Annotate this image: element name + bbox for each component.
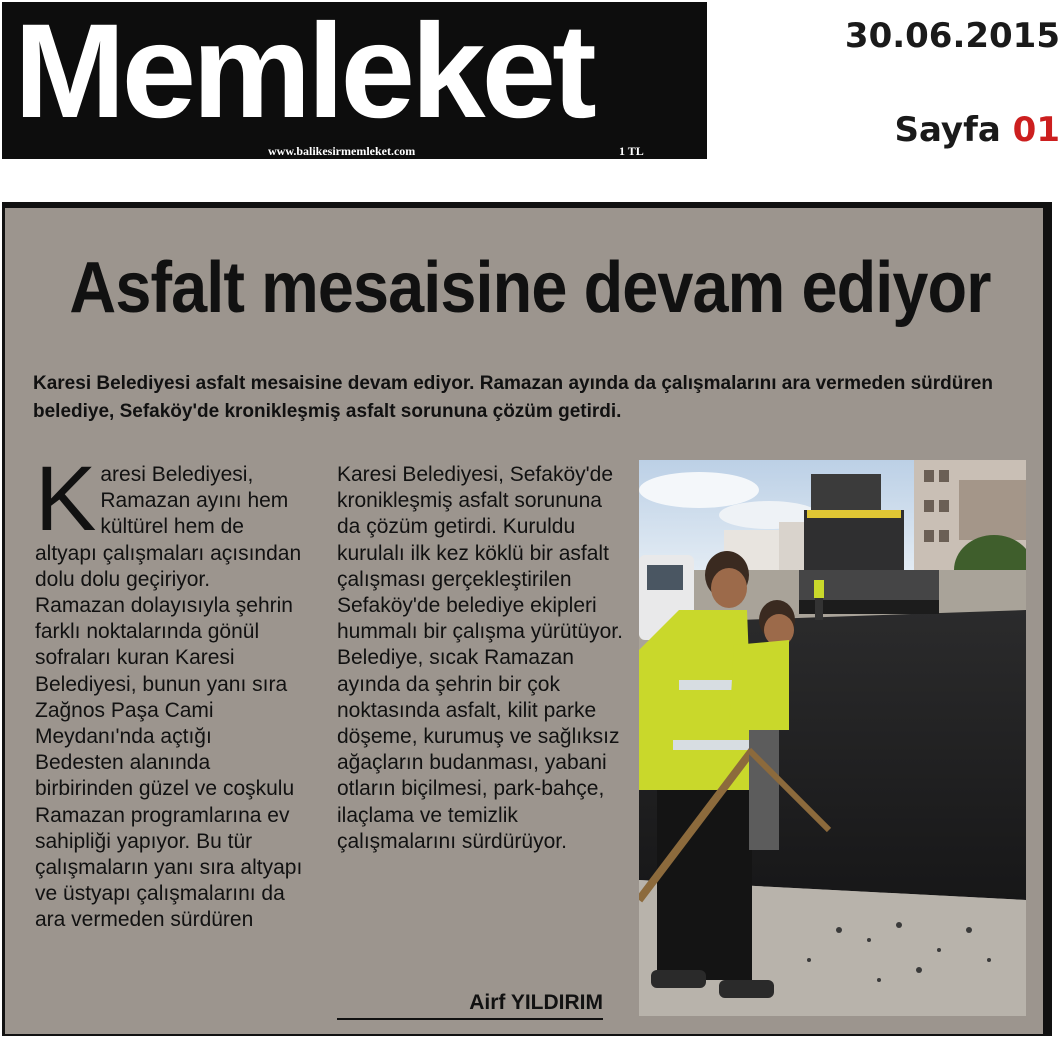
issue-date: 30.06.2015 [844,16,1060,56]
page-number: 01 [1012,110,1060,150]
article-box [2,202,1052,1036]
page-label-text: Sayfa [894,110,1001,150]
article-column-2 [337,462,623,855]
article-headline: Asfalt mesaisine devam ediyor [69,248,991,328]
drop-cap: K [35,448,97,550]
article-photo [639,460,1026,1016]
page-indicator [895,110,1060,150]
article-lead: Karesi Belediyesi asfalt mesaisine devam ediyor. Ramazan ayında da çalışmalarını ara vermeden sürdüren belediye, Sefaköy'de kronikleşmiş asfalt sorununa çözüm getirdi. [33,373,993,422]
masthead [2,2,707,159]
road-paving-photo [639,460,1026,1016]
article-column-1 [35,448,305,934]
newspaper-logo: Memleket [14,0,593,146]
article-byline: Airf YILDIRIM [337,990,603,1020]
column-2-text: Karesi Belediyesi, Sefaköy'de kronikleşmiş asfalt sorununa da çözüm getirdi. Kuruldu kurulalı ilk kez köklü bir asfalt çalışması gerçekleştirilen Sefaköy'de belediye ekipleri hummalı bir çalışma yürütüyor. Belediye, sıcak Ramazan ayında da şehrin bir çok noktasında asfalt, kilit parke döşeme, kurumuş ve sağlıksız ağaçların budanması, yabani otların biçilmesi, park-bahçe, ilaçlama ve temizlik çalışmalarını sürdürüyor. [337,463,623,853]
column-1-text: aresi Belediyesi, Ramazan ayını hem kültürel hem de altyapı çalışmaları açısından dolu dolu geçiriyor. Ramazan dolayısıyla şehrin farklı noktalarında gönül sofraları kuran Karesi Belediyesi, bunun yanı sıra Zağnos Paşa Cami Meydanı'nda açtığı Bedesten alanında birbirinden güzel ve coşkulu Ramazan programlarına ev sahipliği yapıyor. Bu tür çalışmaların yanı sıra altyapı ve üstyapı çalışmalarını da ara vermeden sürdüren [35,463,303,932]
website-url: www.balikesirmemleket.com [268,144,416,158]
price-label: 1 TL [619,144,644,158]
